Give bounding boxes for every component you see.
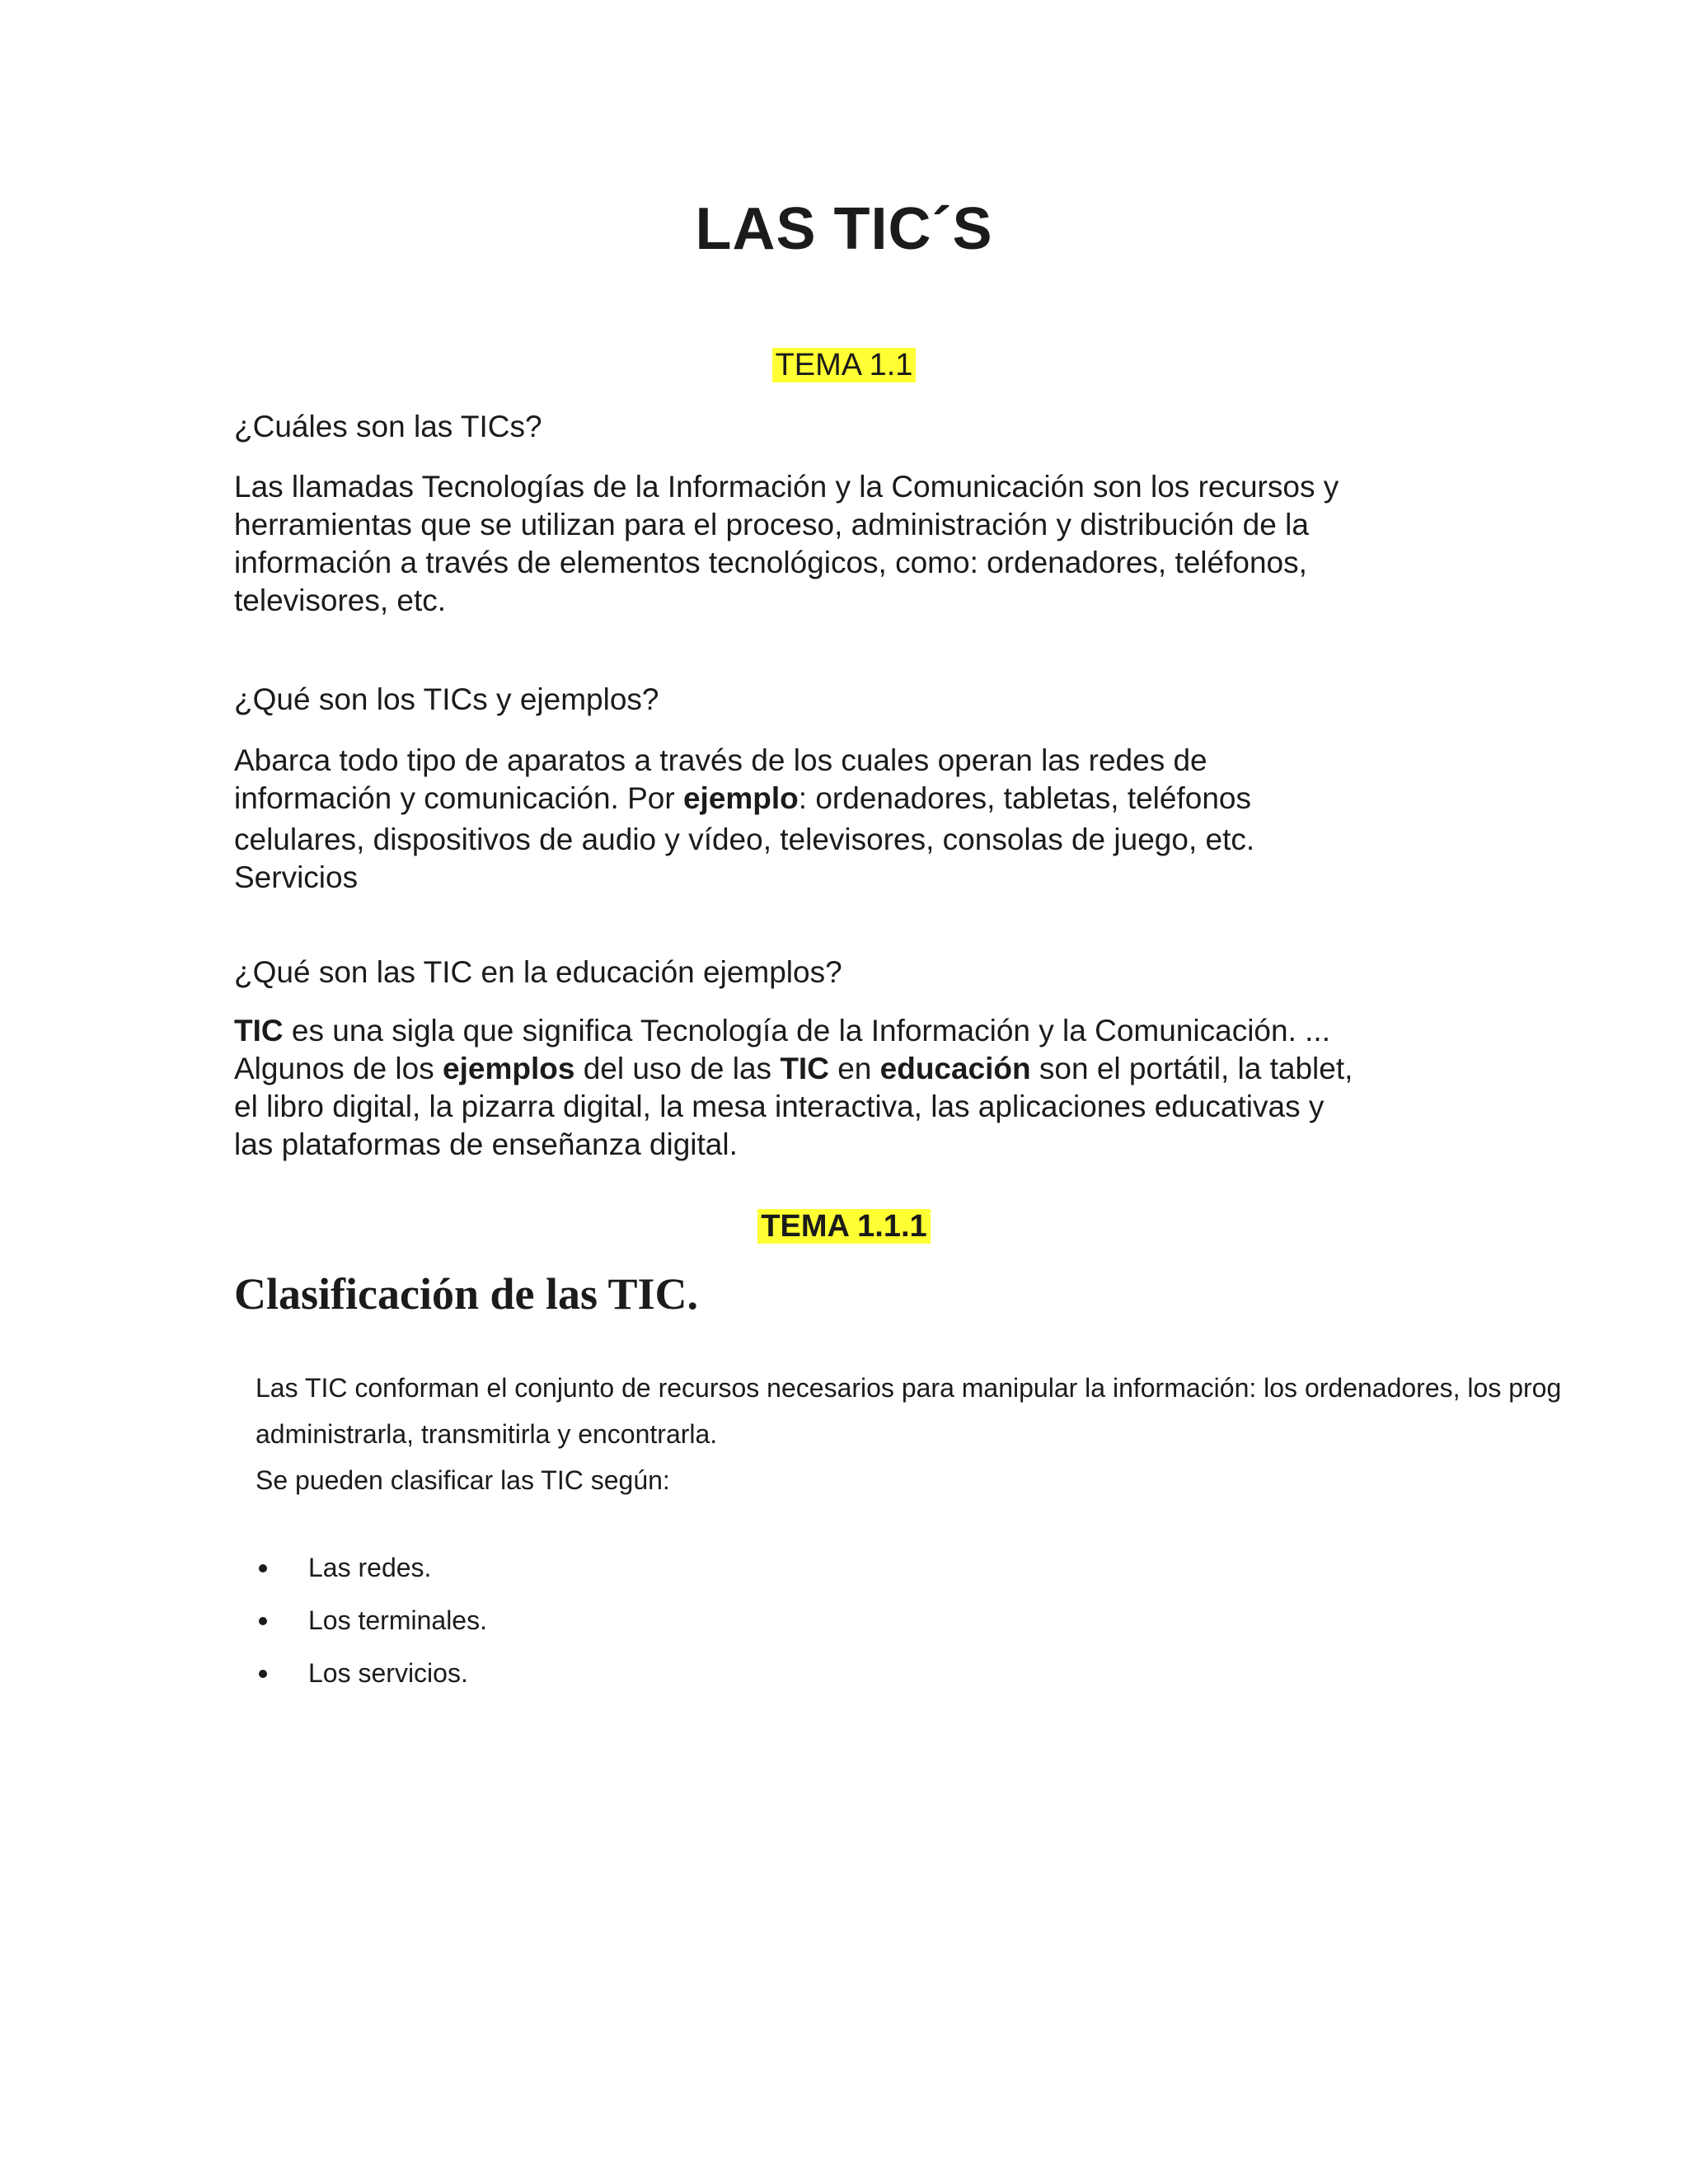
list-item: Los servicios. bbox=[256, 1647, 487, 1699]
paragraph-line: las plataformas de enseñanza digital. bbox=[234, 1127, 738, 1161]
section-heading: Clasificación de las TIC. bbox=[234, 1269, 699, 1319]
bold-term: TIC bbox=[234, 1014, 284, 1047]
paragraph-line: información a través de elementos tecnológicos, como: ordenadores, teléfonos, bbox=[234, 546, 1307, 579]
section-label-tema-1-1 bbox=[0, 346, 1688, 384]
bullet-icon bbox=[259, 1564, 267, 1572]
question-3: ¿Qué son las TIC en la educación ejemplos? bbox=[234, 955, 842, 989]
paragraph-line: Abarca todo tipo de aparatos a través de los cuales operan las redes de bbox=[234, 743, 1207, 777]
question-1: ¿Cuáles son las TICs? bbox=[234, 410, 542, 443]
bold-term: TIC bbox=[780, 1052, 829, 1085]
list-item: Los terminales. bbox=[256, 1594, 487, 1647]
bold-term: ejemplos bbox=[443, 1052, 575, 1085]
bold-term: ejemplo bbox=[682, 781, 799, 815]
paragraph-line: herramientas que se utilizan para el proceso, administración y distribución de la bbox=[234, 508, 1309, 541]
paragraph-line: Algunos de los ejemplos del uso de las TIC en educación son el portátil, la tablet, bbox=[234, 1052, 1353, 1085]
paragraph-line: información y comunicación. Por ejemplo: ordenadores, tabletas, teléfonos bbox=[234, 781, 1251, 815]
paragraph-2 bbox=[234, 742, 1470, 897]
paragraph-1 bbox=[234, 468, 1470, 620]
bullet-icon bbox=[259, 1617, 267, 1625]
document-title: LAS TIC´S bbox=[695, 196, 993, 262]
paragraph-line: Las llamadas Tecnologías de la Información y la Comunicación son los recursos y bbox=[234, 470, 1339, 504]
list-item: Las redes. bbox=[256, 1541, 487, 1594]
paragraph-line: el libro digital, la pizarra digital, la mesa interactiva, las aplicaciones educativas y bbox=[234, 1090, 1325, 1123]
question-2: ¿Qué son los TICs y ejemplos? bbox=[234, 682, 659, 716]
classification-text-line: administrarla, transmitirla y encontrarla. bbox=[256, 1419, 718, 1449]
section-label-tema-1-1-1 bbox=[0, 1207, 1688, 1245]
highlighted-label: TEMA 1.1 bbox=[772, 348, 917, 382]
paragraph-3 bbox=[234, 1012, 1470, 1164]
paragraph-line: celulares, dispositivos de audio y vídeo, televisores, consolas de juego, etc. bbox=[234, 823, 1255, 856]
classification-text-line: Las TIC conforman el conjunto de recursos necesarios para manipular la información: los ordenadores, los prog bbox=[256, 1373, 1562, 1403]
classification-list bbox=[256, 1541, 487, 1699]
bold-term: educación bbox=[879, 1052, 1031, 1085]
bullet-icon bbox=[259, 1670, 267, 1678]
paragraph-line: Servicios bbox=[234, 860, 359, 894]
paragraph-line: televisores, etc. bbox=[234, 583, 447, 617]
paragraph-line: TIC es una sigla que significa Tecnología de la Información y la Comunicación. ... bbox=[234, 1014, 1330, 1047]
highlighted-label: TEMA 1.1.1 bbox=[757, 1209, 930, 1244]
classification-text-line: Se pueden clasificar las TIC según: bbox=[256, 1465, 670, 1495]
